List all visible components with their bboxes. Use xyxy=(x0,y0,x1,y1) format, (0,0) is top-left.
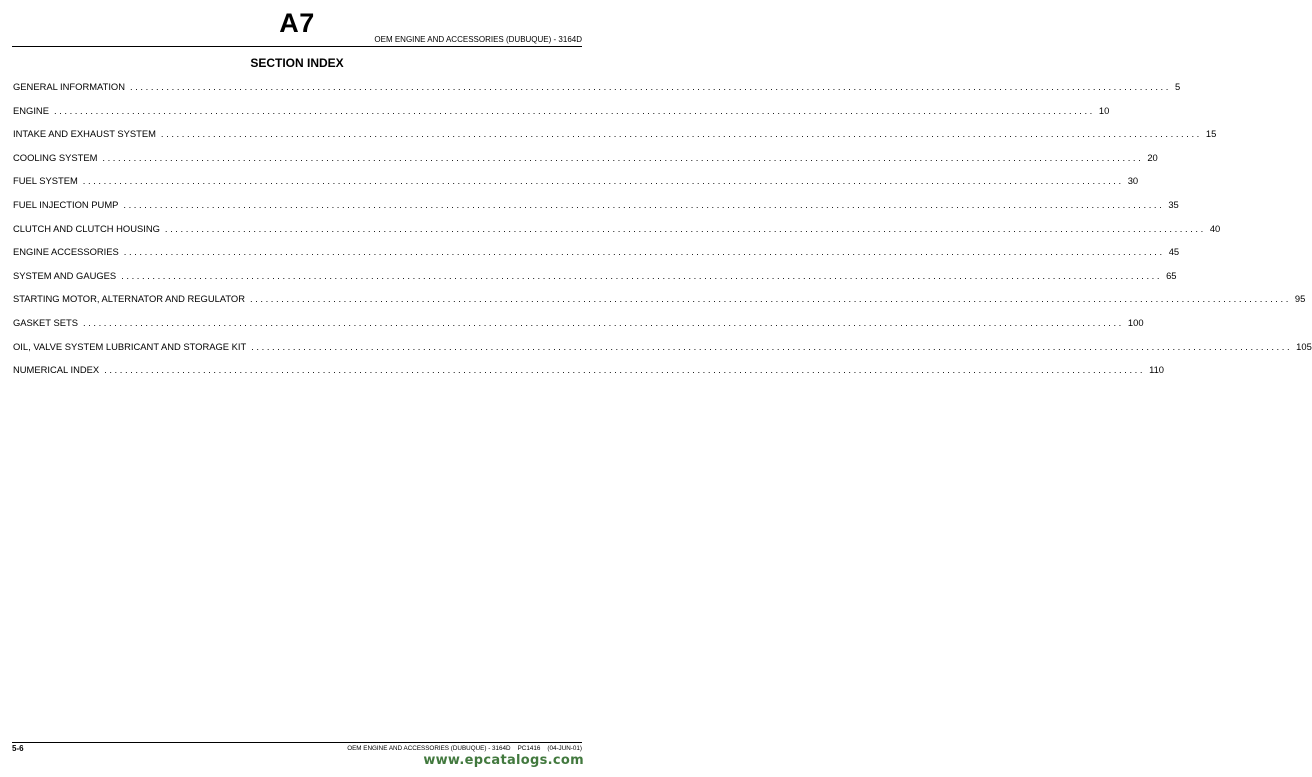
index-entry-page: 95 xyxy=(1294,293,1306,305)
dot-leader: ........................................................................................................................................................................................................ xyxy=(123,246,1165,258)
bottom-divider xyxy=(12,742,582,743)
index-entry xyxy=(13,364,1165,378)
footer-date: (04-JUN-01) xyxy=(547,745,582,752)
index-entry xyxy=(13,293,1306,307)
index-entry-label: GENERAL INFORMATION xyxy=(13,81,125,92)
index-entry xyxy=(13,175,1139,189)
index-entry xyxy=(13,317,1144,331)
footer-catalog: PC1416 xyxy=(517,745,541,752)
index-entry xyxy=(13,128,1217,142)
index-entry-page: 65 xyxy=(1166,269,1177,281)
dot-leader: ........................................................................................................................................................................................................ xyxy=(251,340,1293,352)
index-entry-page: 15 xyxy=(1205,128,1217,140)
index-entry-label: ENGINE ACCESSORIES xyxy=(13,246,119,258)
dot-leader: ........................................................................................................................................................................................................ xyxy=(102,151,1144,163)
index-entry xyxy=(13,222,1221,237)
index-entry-page: 40 xyxy=(1209,222,1221,234)
dot-leader: ........................................................................................................................................................................................................ xyxy=(82,175,1124,187)
index-entry xyxy=(13,151,1158,166)
index-entry-label: STARTING MOTOR, ALTERNATOR AND REGULATOR xyxy=(13,293,245,305)
index-entry-page: 20 xyxy=(1147,151,1158,163)
index-entry-page: 100 xyxy=(1127,317,1144,328)
index-entry-label: FUEL INJECTION PUMP xyxy=(13,199,119,210)
dot-leader: ........................................................................................................................................................................................................ xyxy=(121,269,1163,281)
footer-title: OEM ENGINE AND ACCESSORIES (DUBUQUE) - 3164D xyxy=(347,745,511,752)
index-entry-label: INTAKE AND EXHAUST SYSTEM xyxy=(13,128,156,140)
index-entry-label: CLUTCH AND CLUTCH HOUSING xyxy=(13,222,160,234)
header-title: OEM ENGINE AND ACCESSORIES (DUBUQUE) - 3164D xyxy=(374,35,582,44)
dot-leader: ........................................................................................................................................................................................................ xyxy=(104,364,1146,376)
index-entry xyxy=(13,246,1180,260)
index-entry-label: COOLING SYSTEM xyxy=(13,151,98,163)
index-entry-page: 105 xyxy=(1296,340,1312,352)
dot-leader: ........................................................................................................................................................................................................ xyxy=(53,104,1095,116)
dot-leader: ........................................................................................................................................................................................................ xyxy=(82,317,1124,328)
index-entry-label: FUEL SYSTEM xyxy=(13,175,78,187)
index-entry xyxy=(13,340,1312,355)
index-entry-label: ENGINE xyxy=(13,104,49,116)
index-entry xyxy=(13,199,1179,213)
dot-leader: ........................................................................................................................................................................................................ xyxy=(123,199,1165,210)
index-entry-page: 5 xyxy=(1174,81,1181,92)
footer-page-number: 5-6 xyxy=(12,744,24,753)
index-entry-page: 45 xyxy=(1168,246,1180,258)
index-entry-label: SYSTEM AND GAUGES xyxy=(13,269,117,281)
index-entry-page: 110 xyxy=(1149,364,1165,376)
index-entry-label: OIL, VALVE SYSTEM LUBRICANT AND STORAGE KIT xyxy=(13,340,247,352)
index-entry-page: 35 xyxy=(1168,199,1179,210)
index-entry-label: NUMERICAL INDEX xyxy=(13,364,100,376)
watermark: www.epcatalogs.com xyxy=(423,753,584,768)
dot-leader: ........................................................................................................................................................................................................ xyxy=(164,222,1206,234)
dot-leader: ........................................................................................................................................................................................................ xyxy=(160,128,1202,140)
index-entry xyxy=(13,269,1177,284)
footer-info xyxy=(340,745,582,752)
index-entry xyxy=(13,104,1110,119)
dot-leader: ........................................................................................................................................................................................................ xyxy=(130,81,1171,92)
section-index-heading: SECTION INDEX xyxy=(250,56,344,70)
index-entry-page: 10 xyxy=(1098,104,1110,116)
section-code: A7 xyxy=(279,8,315,38)
index-entry xyxy=(13,81,1181,95)
index-entry-label: GASKET SETS xyxy=(13,317,78,328)
dot-leader: ........................................................................................................................................................................................................ xyxy=(249,293,1291,305)
index-entry-page: 30 xyxy=(1127,175,1139,187)
